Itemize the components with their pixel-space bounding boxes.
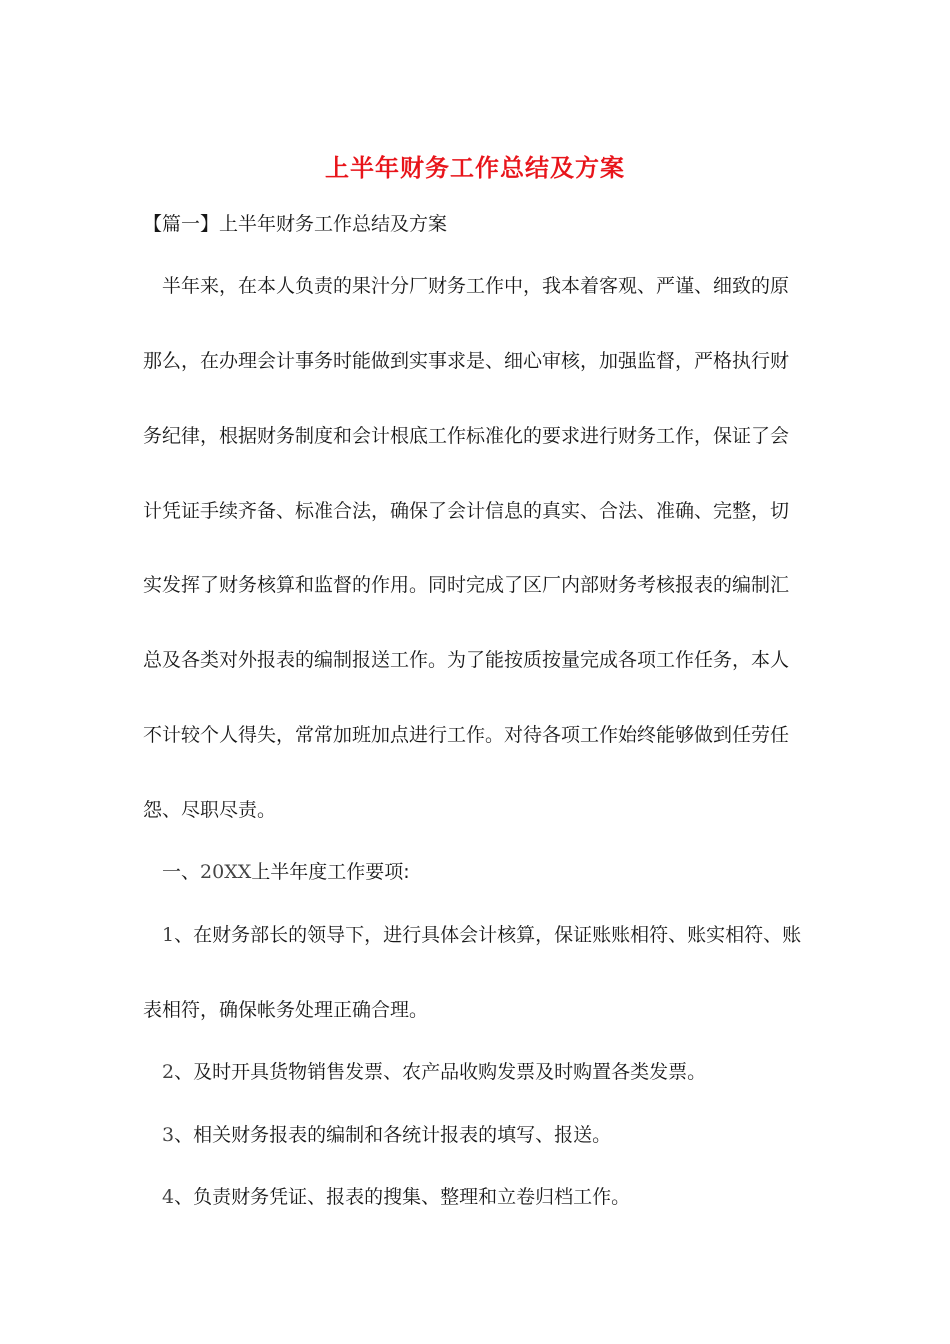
paragraph-line: 怨、尽职尽责。 (143, 799, 277, 821)
subsection-text: 上半年度工作要项: (251, 861, 410, 883)
paragraph-line: 计凭证手续齐备、标准合法，确保了会计信息的真实、合法、准确、完整，切 (143, 500, 790, 522)
list-item (162, 1121, 611, 1149)
subsection-heading (162, 858, 410, 886)
section-heading: 【篇一】上半年财务工作总结及方案 (143, 213, 448, 235)
paragraph-line: 不计较个人得失，常常加班加点进行工作。对待各项工作始终能够做到任劳任 (143, 724, 790, 746)
paragraph-line: 实发挥了财务核算和监督的作用。同时完成了区厂内部财务考核报表的编制汇 (143, 574, 790, 596)
list-item-number: 1 (162, 924, 175, 946)
list-item-text: 、负责财务凭证、报表的搜集、整理和立卷归档工作。 (174, 1186, 631, 1208)
subsection-prefix: 一、 (162, 861, 201, 883)
list-item-number: 3 (162, 1124, 175, 1146)
list-item-number: 2 (162, 1061, 175, 1083)
paragraph-line: 半年来，在本人负责的果汁分厂财务工作中，我本着客观、严谨、细致的原 (162, 275, 790, 297)
list-item (162, 1058, 706, 1086)
list-item-continuation: 表相符，确保帐务处理正确合理。 (143, 999, 429, 1021)
paragraph-line: 总及各类对外报表的编制报送工作。为了能按质按量完成各项工作任务，本人 (143, 649, 790, 671)
list-item (162, 1183, 630, 1211)
list-item-text: 、相关财务报表的编制和各统计报表的填写、报送。 (174, 1124, 612, 1146)
document-title: 上半年财务工作总结及方案 (325, 153, 625, 182)
list-item-text: 、在财务部长的领导下，进行具体会计核算，保证账账相符、账实相符、账 (174, 924, 802, 946)
subsection-year: 20XX (200, 861, 252, 883)
list-item-number: 4 (162, 1186, 175, 1208)
list-item (162, 921, 801, 949)
paragraph-line: 务纪律，根据财务制度和会计根底工作标准化的要求进行财务工作，保证了会 (143, 425, 790, 447)
list-item-text: 、及时开具货物销售发票、农产品收购发票及时购置各类发票。 (174, 1061, 707, 1083)
paragraph-line: 那么，在办理会计事务时能做到实事求是、细心审核，加强监督，严格执行财 (143, 350, 790, 372)
